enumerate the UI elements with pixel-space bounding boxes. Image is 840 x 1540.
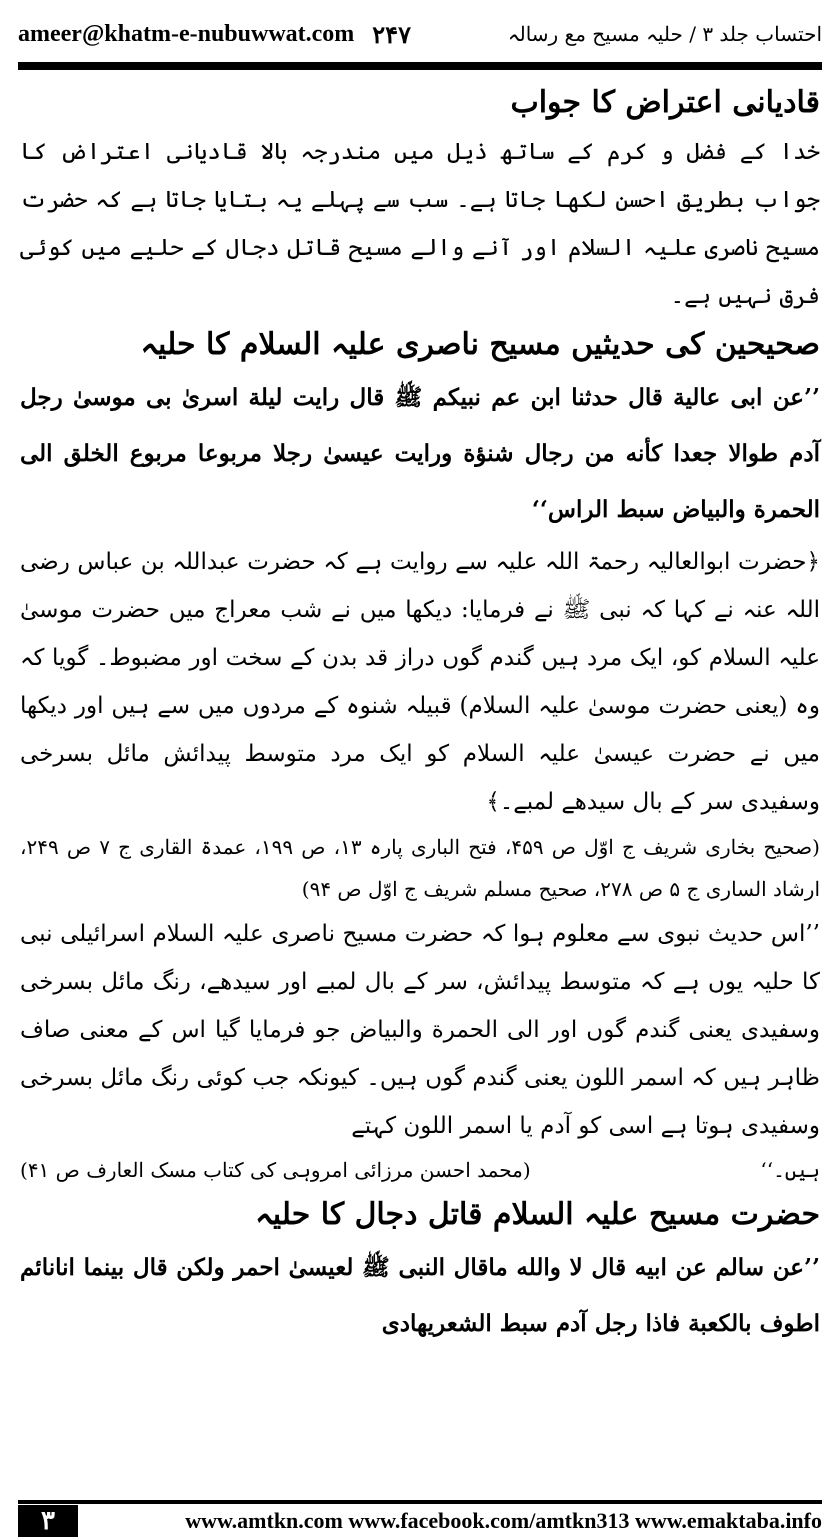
footer-page-number: ۳ [18,1505,78,1537]
page-footer [18,1505,822,1537]
header-book-title: احتساب جلد ۳ / حلیہ مسیح مع رسالہ [507,22,822,46]
heading-sahihain: صحیحین کی حدیثیں مسیح ناصری علیہ السلام کا حلیہ [140,327,820,362]
hadith-text-1: ’’عن ابی عالیة قال حدثنا ابن عم نبیکم ﷺ قال رایت لیلة اسریٰ بی موسیٰ رجل آدم طوالا جعدا کأنه من رجال شنؤة ورایت عیسیٰ رجلا مربوعا مربوع الخلق الی الحمرة والبیاض سبط الراس‘‘ [20,384,820,523]
header-left [18,20,411,49]
reference-1: (صحیح بخاری شریف ج اوّل ص ۴۵۹، فتح الباری پارہ ۱۳، ص ۱۹۹، عمدۃ القاری ج ۷ ص ۲۴۹، ارشاد الساری ج ۵ ص ۲۷۸، صحیح مسلم شریف ج اوّل ص ۹۴) [20,835,820,901]
footer-rule [18,1500,822,1504]
page-header [18,14,822,54]
heading-qadiani-objection: قادیانی اعتراض کا جواب [510,85,820,120]
hadith-text-2: ’’عن سالم عن ابیه قال لا والله ماقال النبی ﷺ لعیسیٰ احمر ولكن قال بينما انانائم اطوف بالكعبة فاذا رجل آدم سبط الشعريهادى [20,1254,820,1337]
footer-links: www.amtkn.com www.facebook.com/amtkn313 www.emaktaba.info [185,1508,822,1533]
translation-1: ﴿حضرت ابوالعالیہ رحمۃ اللہ علیہ سے روایت ہے کہ حضرت عبداللہ بن عباس رضی اللہ عنہ نے کہا کہ نبی ﷺ نے فرمایا: دیکھا میں نے شب معراج میں حضرت موسیٰ علیہ السلام کو، ایک مرد ہیں گندم گوں دراز قد بدن کے سخت اور مضبوط۔ گویا کہ وہ (یعنی حضرت موسیٰ علیہ السلام) قبیلہ شنوہ کے مردوں میں سے ہیں اور دیکھا میں نے حضرت عیسیٰ علیہ السلام کو ایک مرد متوسط پیدائش مائل بسرخی وسفیدی سر کے بال سیدھے لمبے۔﴾ [20,549,820,815]
paragraph-end: ہیں۔‘‘ [760,1158,820,1182]
header-rule [18,62,822,70]
paragraph-explanation: ’’اس حدیث نبوی سے معلوم ہوا کہ حضرت مسیح ناصری علیہ السلام اسرائیلی نبی کا حلیہ یوں ہے کہ متوسط پیدائش، سر کے بال لمبے اور سیدھے، رنگ مائل بسرخی وسفیدی یعنی گندم گوں اور الی الحمرة والبیاض جو فرمایا گیا اس کے معنی صاف ظاہر ہیں کہ اسمر اللون یعنی گندم گوں ہیں۔ کیونکہ جب کوئی رنگ مائل بسرخی وسفیدی ہوتا ہے اسی کو آدم یا اسمر اللون کہتے [20,921,820,1139]
heading-dajjal-killer: حضرت مسیح علیہ السلام قاتل دجال کا حلیہ [255,1197,820,1232]
reference-row [20,1150,820,1190]
reference-2: (محمد احسن مرزائی امروہی کی کتاب مسک العارف ص ۴۱) [20,1158,531,1182]
page-body [20,78,820,1352]
header-email: ameer@khatm-e-nubuwwat.com [18,20,355,47]
header-page-number: ۲۴۷ [372,19,411,49]
paragraph-intro: خدا کے فضل و کرم کے ساتھ ذیل میں مندرجہ بالا قادیانی اعتراض کا جواب بطریق احسن لکھا جاتا ہے۔ سب سے پہلے یہ بتایا جاتا ہے کہ حضرت مسیح ناصری علیہ السلام اور آنے والے مسیح قاتل دجال کے حلیے میں کوئی فرق نہیں ہے۔ [20,139,820,309]
